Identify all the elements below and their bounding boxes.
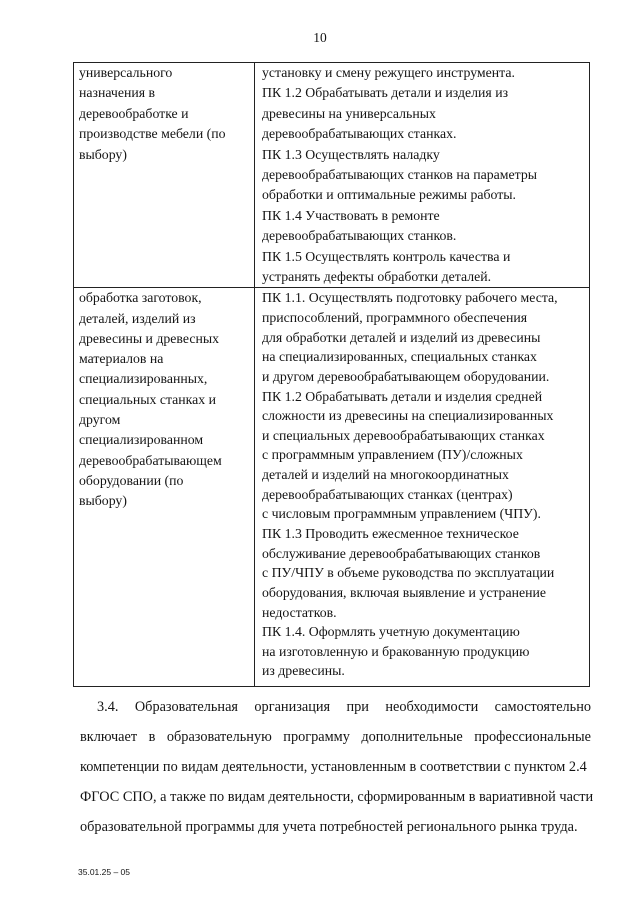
competency-text-line: ПК 1.2 Обрабатывать детали и изделия из: [262, 85, 509, 101]
competency-text-line: для обработки деталей и изделий из древесины: [262, 329, 541, 345]
competency-text-line: с числовым программным управлением (ЧПУ).: [262, 506, 541, 522]
activity-text-line: деревообрабатывающем: [79, 452, 222, 468]
competency-text-line: ПК 1.2 Обрабатывать детали и изделия средней: [262, 388, 543, 404]
competency-text-line: обработки и оптимальные режимы работы.: [262, 187, 516, 203]
competency-text-line: древесины на универсальных: [262, 105, 436, 121]
section-3-4-paragraph: [80, 692, 594, 842]
page-number: 10: [313, 30, 327, 45]
competencies-cell: [255, 288, 590, 687]
activity-text-line: специализированном: [79, 432, 204, 448]
paragraph-line: ФГОС СПО, а также по видам деятельности, сформированным в вариативной части: [80, 789, 594, 805]
competency-text-line: сложности из древесины на специализированных: [262, 408, 554, 424]
competencies-table: [73, 62, 590, 687]
competency-text-line: деревообрабатывающих станков на параметры: [262, 166, 538, 182]
competency-text-line: ПК 1.3 Проводить ежесменное техническое: [262, 525, 519, 541]
activity-text-line: выбору): [79, 493, 127, 509]
competency-text-line: деревообрабатывающих станков.: [262, 228, 457, 244]
activity-text-line: древесины и древесных: [79, 330, 220, 346]
activity-text-line: специализированных,: [79, 371, 208, 387]
competencies-cell: [255, 63, 590, 288]
competency-text-line: приспособлений, программного обеспечения: [262, 309, 528, 325]
competency-text-line: из древесины.: [262, 663, 345, 679]
activity-text-line: материалов на: [79, 351, 164, 367]
activity-text-line: универсального: [79, 65, 173, 80]
activity-cell: [74, 288, 255, 687]
activity-text-line: назначения в: [79, 85, 156, 101]
document-code: 35.01.25 – 05: [78, 867, 130, 877]
table-row: [74, 63, 590, 288]
competency-text-line: на специализированных, специальных станках: [262, 349, 537, 365]
competency-text-line: и другом деревообрабатывающем оборудовании.: [262, 368, 550, 384]
activity-cell: [74, 63, 255, 288]
paragraph-line: 3.4. Образовательная организация при необходимости самостоятельно: [97, 699, 591, 715]
activity-text-line: выбору): [79, 146, 127, 162]
competency-text-line: ПК 1.5 Осуществлять контроль качества и: [262, 248, 511, 264]
competency-text-line: деревообрабатывающих станках.: [262, 126, 457, 142]
competency-text-line: деревообрабатывающих станках (центрах): [262, 486, 513, 502]
activity-text-line: производстве мебели (по: [79, 126, 226, 142]
competency-text-line: ПК 1.3 Осуществлять наладку: [262, 146, 440, 162]
competency-text-line: и специальных деревообрабатывающих станках: [262, 427, 545, 443]
competency-text-line: деталей и изделий на многокоординатных: [262, 467, 509, 483]
competency-text-line: ПК 1.4 Участвовать в ремонте: [262, 207, 440, 223]
competency-text-line: оборудования, включая выявление и устранение: [262, 584, 546, 600]
paragraph-line: включает в образовательную программу дополнительные профессиональные: [80, 729, 591, 745]
competency-text-line: ПК 1.1. Осуществлять подготовку рабочего места,: [262, 290, 558, 306]
competency-text-line: недостатков.: [262, 604, 337, 620]
competency-text-line: на изготовленную и бракованную продукцию: [262, 643, 530, 659]
activity-text-line: деталей, изделий из: [79, 310, 196, 326]
competency-text-line: обслуживание деревообрабатывающих станков: [262, 545, 541, 561]
activity-text-line: деревообработке и: [79, 105, 189, 121]
paragraph-line: компетенции по видам деятельности, установленным в соответствии с пунктом 2.4: [80, 759, 587, 775]
competency-text-line: установку и смену режущего инструмента.: [262, 65, 515, 80]
competency-text-line: ПК 1.4. Оформлять учетную документацию: [262, 624, 520, 640]
activity-text-line: обработка заготовок,: [79, 290, 202, 306]
activity-text-line: другом: [79, 412, 121, 428]
competency-text-line: устранять дефекты обработки деталей.: [262, 268, 492, 284]
paragraph-line: образовательной программы для учета потребностей регионального рынка труда.: [80, 819, 578, 835]
activity-text-line: оборудовании (по: [79, 472, 184, 488]
activity-text-line: специальных станках и: [79, 391, 216, 407]
table-row: [74, 288, 590, 687]
competency-text-line: с программным управлением (ПУ)/сложных: [262, 447, 523, 463]
competency-text-line: с ПУ/ЧПУ в объеме руководства по эксплуатации: [262, 565, 555, 581]
